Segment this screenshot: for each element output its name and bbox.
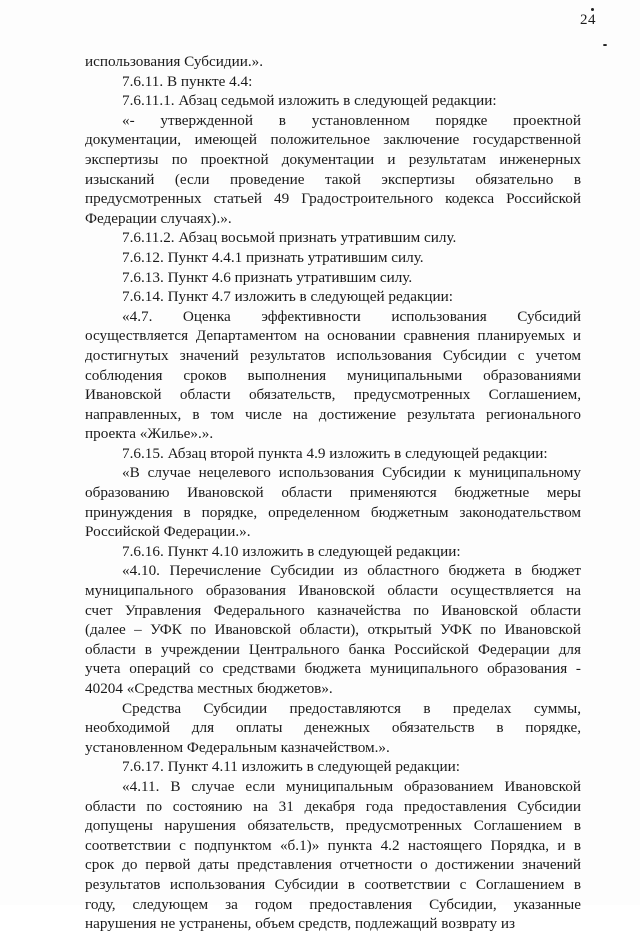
document-body [85, 52, 581, 934]
page-number: 24 [580, 12, 596, 28]
text-line: области в учреждении Центрального банка Российской Федерации для [85, 640, 581, 658]
text-line: учета операций со средствами бюджета муниципального образования - [85, 660, 581, 678]
text-line: соблюдения сроков выполнения муниципальными образованиями [85, 366, 581, 384]
text-line: достигнутых значений результатов использования Субсидии с учетом [85, 346, 581, 364]
text-line: установленном Федеральным казначейством.». [85, 738, 390, 756]
text-line: 7.6.13. Пункт 4.6 признать утратившим силу. [122, 268, 413, 286]
paragraph [85, 757, 581, 777]
text-line: Российской Федерации.». [85, 523, 251, 541]
paragraph [85, 72, 581, 92]
text-line: 7.6.11. В пункте 4.4: [122, 72, 253, 90]
text-line: «4.10. Перечисление Субсидии из областного бюджета в бюджет [122, 562, 581, 580]
text-line: муниципального образования Ивановской области осуществляется на [85, 582, 581, 600]
text-line: соответствии с подпунктом «б.1)» пункта 4.2 настоящего Порядка, и в [85, 836, 581, 854]
text-line: счет Управления Федерального казначейства по Ивановской области [85, 601, 581, 619]
text-line: 7.6.16. Пункт 4.10 изложить в следующей редакции: [122, 542, 461, 560]
text-line: Федерации случаях).». [85, 209, 232, 227]
text-line: Средства Субсидии предоставляются в пределах суммы, [122, 699, 581, 717]
paragraph [85, 111, 581, 229]
text-line: документации, имеющей положительное заключение государственной [85, 131, 581, 149]
text-line: допущены нарушения обязательств, предусмотренных Соглашением в [85, 817, 581, 835]
text-line: «4.7. Оценка эффективности использования Субсидий [122, 307, 581, 325]
scan-speck [591, 8, 594, 11]
paragraph [85, 777, 581, 934]
text-line: срок до первой даты представления отчетности о достижении значений [85, 856, 581, 874]
text-line: Ивановской области обязательств, предусмотренных Соглашением, [85, 386, 581, 404]
paragraph [85, 91, 581, 111]
text-line: результатов использования Субсидии в соответствии с Соглашением в [85, 875, 581, 893]
text-line: предусмотренных статьей 49 Градостроительного кодекса Российской [85, 190, 581, 208]
text-line: необходимой для оплаты денежных обязательств в порядке, [85, 719, 581, 737]
text-line: 7.6.14. Пункт 4.7 изложить в следующей редакции: [122, 288, 453, 306]
text-line: осуществляется Департаментом на основании сравнения планируемых и [85, 327, 581, 345]
paragraph [85, 307, 581, 444]
paragraph [85, 268, 581, 288]
paragraph [85, 228, 581, 248]
text-line: нарушения не устранены, объем средств, подлежащий возврату из [85, 915, 516, 933]
text-line: 7.6.17. Пункт 4.11 изложить в следующей редакции: [122, 758, 461, 776]
text-line: использования Субсидии.». [85, 53, 264, 70]
paragraph [85, 699, 581, 758]
text-line: «4.11. В случае если муниципальным образованием Ивановской [122, 777, 581, 795]
paragraph [85, 52, 581, 72]
scan-speck [603, 44, 607, 46]
text-line: экспертизы по проектной документации и результатам инженерных [85, 150, 581, 168]
text-line: «В случае нецелевого использования Субсидии к муниципальному [122, 464, 581, 482]
text-line: направленных, в том числе на достижение результата регионального [85, 405, 581, 423]
paragraph [85, 463, 581, 541]
paragraph [85, 287, 581, 307]
paragraph [85, 561, 581, 698]
text-line: «- утвержденной в установленном порядке проектной [122, 111, 581, 129]
paragraph [85, 542, 581, 562]
text-line: 7.6.11.2. Абзац восьмой признать утратившим силу. [122, 229, 457, 247]
text-line: проекта «Жилье».». [85, 425, 214, 443]
text-line: изысканий (если проведение такой экспертизы обязательно в [85, 170, 581, 188]
text-line: году, следующем за годом предоставления Субсидии, указанные [85, 895, 581, 913]
text-line: 7.6.11.1. Абзац седьмой изложить в следующей редакции: [122, 92, 497, 110]
text-line: принуждения в порядке, определенном бюджетным законодательством [85, 503, 581, 521]
text-line: (далее – УФК по Ивановской области), открытый УФК по Ивановской [85, 621, 581, 639]
text-line: 7.6.15. Абзац второй пункта 4.9 изложить в следующей редакции: [122, 444, 548, 462]
paragraph [85, 444, 581, 464]
text-line: 7.6.12. Пункт 4.4.1 признать утратившим силу. [122, 248, 424, 266]
text-line: области по состоянию на 31 декабря года предоставления Субсидии [85, 797, 581, 815]
text-line: образованию Ивановской области применяются бюджетные меры [85, 484, 581, 502]
paragraph [85, 248, 581, 268]
text-line: 40204 «Средства местных бюджетов». [85, 680, 333, 697]
